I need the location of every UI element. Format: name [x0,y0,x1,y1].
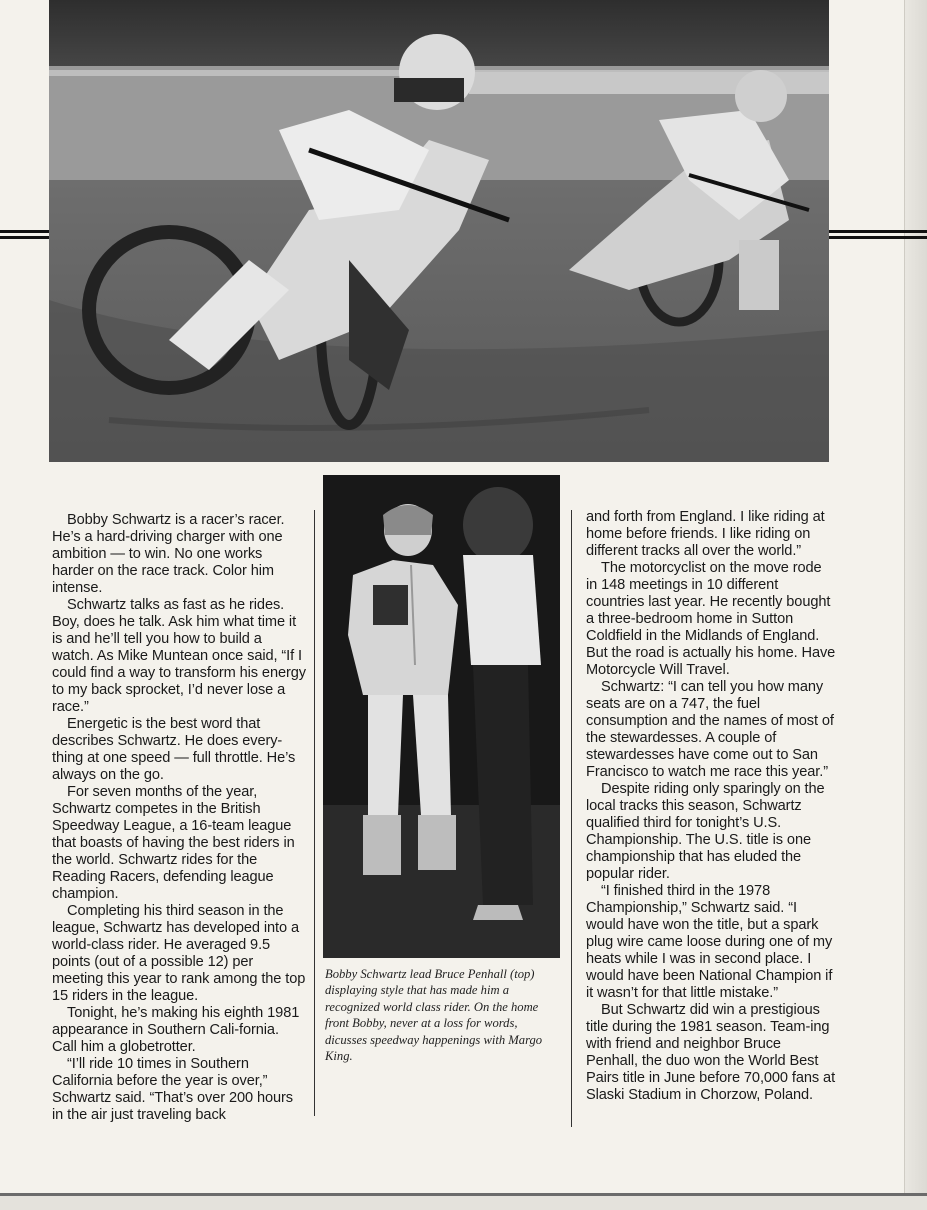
paragraph: Schwartz: “I can tell you how many seats are on a 747, the fuel consumption and the names of most of the stewardesses. A couple of stewardesses have come out to San Francisco to watch me race this year.” [586,679,834,780]
paragraph: Energetic is the best word that describes Schwartz. He does every-thing at one speed — full throttle. He’s always on the go. [52,716,296,783]
top-photo-speedway-riders [49,0,829,462]
paragraph: and forth from England. I like riding at home before friends. I like riding on different tracks all over the world.” [586,509,825,559]
decorative-rule-right [829,230,927,244]
photo-caption: Bobby Schwartz lead Bruce Penhall (top) displaying style that has made him a recognized world class rider. On the home front Bobby, never at a loss for words, dicusses speedway happenings with Margo King. [325,967,543,1064]
article-right-column [586,509,836,1104]
article-left-column [52,512,307,1124]
column-divider-left [314,510,315,1116]
page-edge [904,0,927,1210]
paragraph: “I’ll ride 10 times in Southern California before the year is over,” Schwartz said. “That’s over 200 hours in the air just traveling back [52,1056,293,1123]
paragraph: Despite riding only sparingly on the local tracks this season, Schwartz qualified third for tonight’s U.S. Championship. The U.S. title is one championship that has eluded the popular rider. [586,781,825,882]
paragraph: Completing his third season in the league, Schwartz has developed into a world-class rider. He averaged 9.5 points (out of a possible 12) per meeting this year to rank among the top 15 riders in the league. [52,903,306,1004]
column-divider-right [571,510,572,1127]
bottom-shadow [0,1196,927,1210]
paragraph: The motorcyclist on the move rode in 148 meetings in 10 different countries last year. He recently bought a three-bedroom home in Sutton Coldfield in the Midlands of England. But the road is actually his home. Have Motorcycle Will Travel. [586,560,836,678]
paragraph: Schwartz talks as fast as he rides. Boy, does he talk. Ask him what time it is and he’ll tell you how to build a watch. As Mike Muntean once said, “If I could find a way to transform his energy to my back sprocket, I’d never lose a race.” [52,597,306,715]
paragraph: For seven months of the year, Schwartz competes in the British Speedway League, a 16-team league that boasts of having the best riders in the world. Schwartz rides for the Reading Racers, defending league champion. [52,784,295,902]
paragraph: Tonight, he’s making his eighth 1981 appearance in Southern Cali-fornia. Call him a globetrotter. [52,1005,300,1055]
paragraph: “I finished third in the 1978 Championship,” Schwartz said. “I would have won the title, but a spark plug wire came loose during one of my heats while I was in second place. I would have been National Champion if it wasn’t for that little mistake.” [586,883,833,1001]
decorative-rule-left [0,230,50,244]
paragraph: Bobby Schwartz is a racer’s racer. He’s a hard-driving charger with one ambition — to win. No one works harder on the race track. Color him intense. [52,512,285,596]
paragraph: But Schwartz did win a prestigious title during the 1981 season. Team-ing with friend and neighbor Bruce Penhall, the duo won the World Best Pairs title in June before 70,000 fans at Slaski Stadium in Chorzow, Poland. [586,1002,836,1103]
inset-photo-interview [323,475,560,958]
